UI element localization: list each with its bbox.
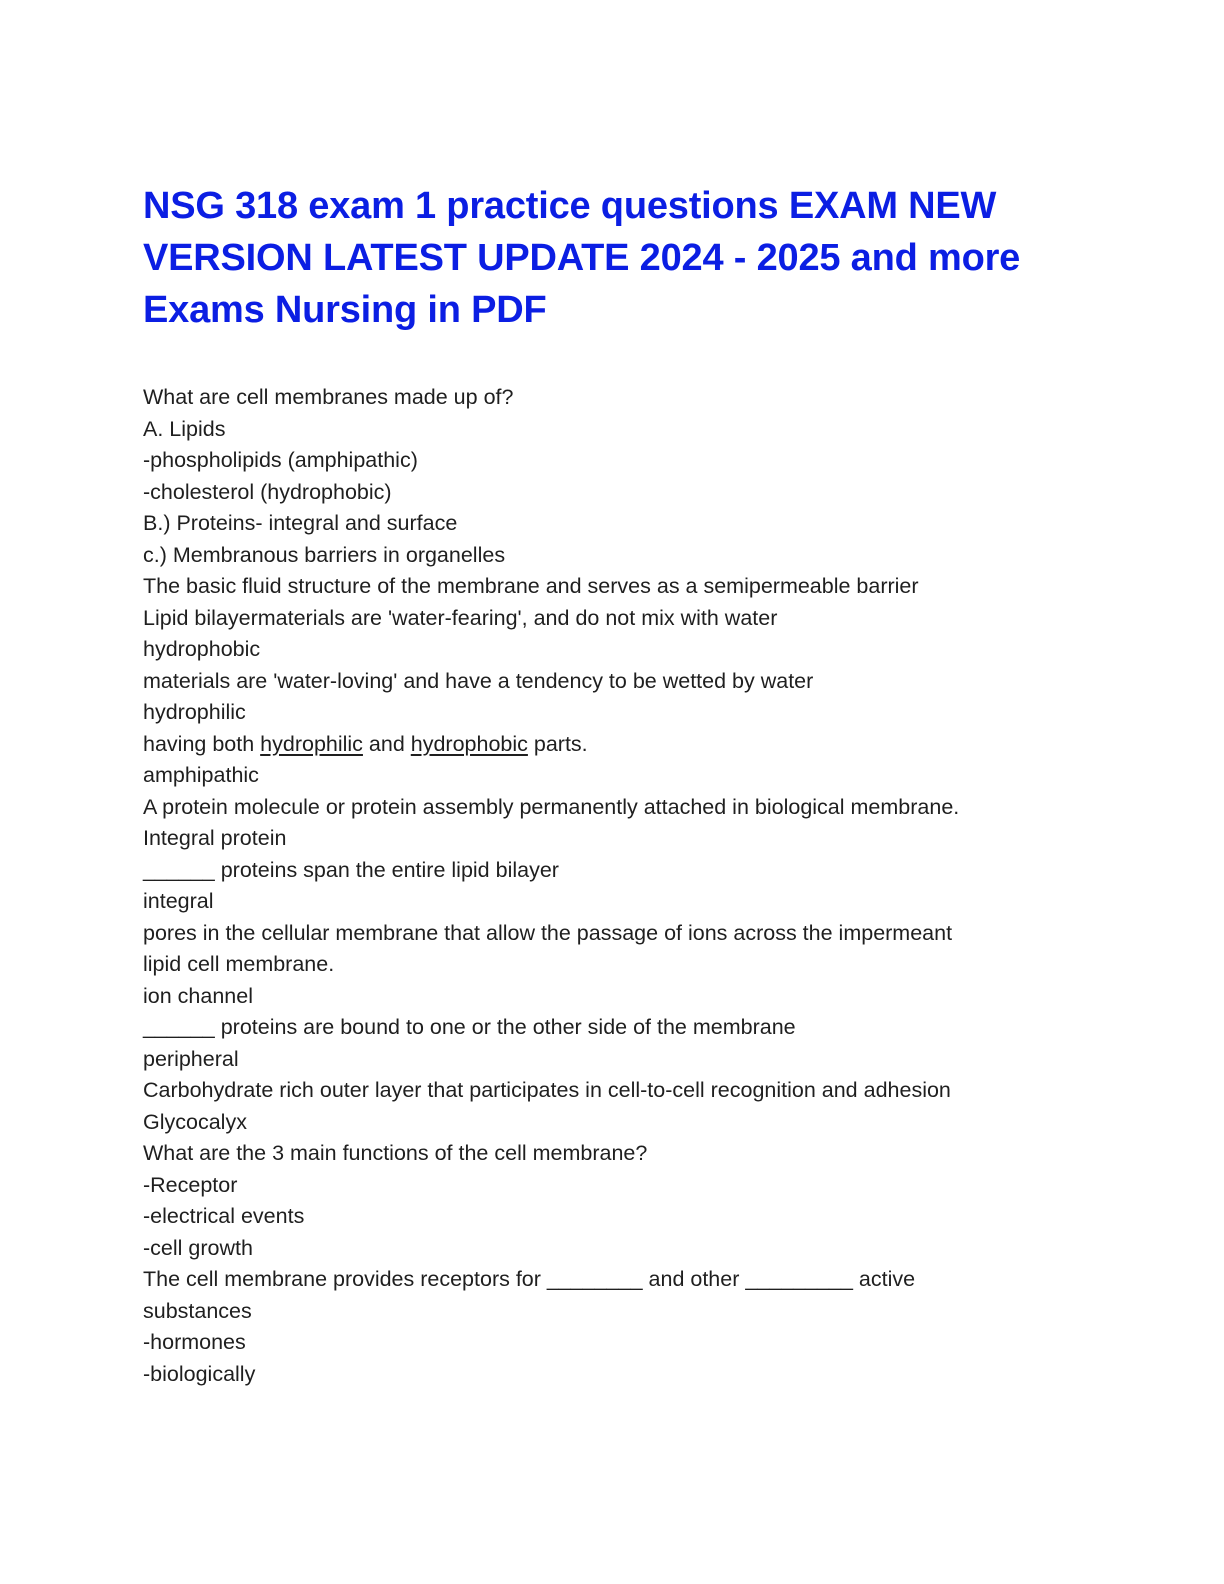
document-body — [143, 382, 1083, 1390]
text-line: ion channel — [143, 983, 253, 1008]
text-line: -electrical events — [143, 1204, 305, 1228]
hydrophobic-link[interactable]: hydrophobic — [410, 731, 528, 756]
text-line: The cell membrane provides receptors for ________ and other _________ active — [143, 1267, 916, 1291]
text-line: The basic fluid structure of the membrane and serves as a semipermeable barrier — [143, 574, 919, 598]
text-line: hydrophobic — [143, 637, 261, 661]
text-line: What are cell membranes made up of? — [143, 385, 514, 409]
text-line: Carbohydrate rich outer layer that participates in cell-to-cell recognition and adhesion — [143, 1078, 951, 1102]
text-line: ______ proteins are bound to one or the other side of the membrane — [143, 1015, 796, 1039]
text-line: integral — [143, 889, 214, 913]
text-line: -biologically — [143, 1361, 256, 1386]
text-line: peripheral — [143, 1046, 239, 1071]
text-line: amphipathic — [143, 763, 259, 787]
text-line: pores in the cellular membrane that allow the passage of ions across the impermeant — [143, 920, 953, 945]
text-line: A protein molecule or protein assembly permanently attached in biological membrane. — [143, 794, 960, 819]
text-line: -phospholipids (amphipathic) — [143, 448, 418, 472]
text-line: A. Lipids — [143, 416, 226, 441]
text-line: hydrophilic — [143, 700, 246, 724]
text-line: ______ proteins span the entire lipid bilayer — [143, 857, 559, 882]
text-line: Integral protein — [143, 826, 287, 850]
definition-suffix: parts. — [527, 731, 588, 756]
text-line: c.) Membranous barriers in organelles — [143, 542, 506, 567]
text-line: -cholesterol (hydrophobic) — [143, 479, 392, 504]
hydrophilic-link[interactable]: hydrophilic — [260, 731, 363, 756]
text-line: -Receptor — [143, 1172, 238, 1197]
text-line: Lipid bilayermaterials are 'water-fearing', and do not mix with water — [143, 605, 778, 630]
document-title: NSG 318 exam 1 practice questions EXAM NEW VERSION LATEST UPDATE 2024 - 2025 and more Exams Nursing in PDF — [143, 185, 1021, 331]
text-line: lipid cell membrane. — [143, 952, 335, 976]
text-line: What are the 3 main functions of the cell membrane? — [143, 1141, 648, 1165]
text-line: substances — [143, 1298, 252, 1323]
text-line: -hormones — [143, 1330, 246, 1354]
document-page — [143, 180, 1083, 1390]
definition-middle: and — [362, 731, 411, 756]
text-line: materials are 'water-loving' and have a tendency to be wetted by water — [143, 668, 814, 693]
definition-prefix: having both — [143, 731, 261, 756]
text-line: B.) Proteins- integral and surface — [143, 511, 458, 535]
amphipathic-definition-line — [143, 729, 1083, 761]
text-line: -cell growth — [143, 1235, 253, 1260]
text-line: Glycocalyx — [143, 1109, 247, 1134]
